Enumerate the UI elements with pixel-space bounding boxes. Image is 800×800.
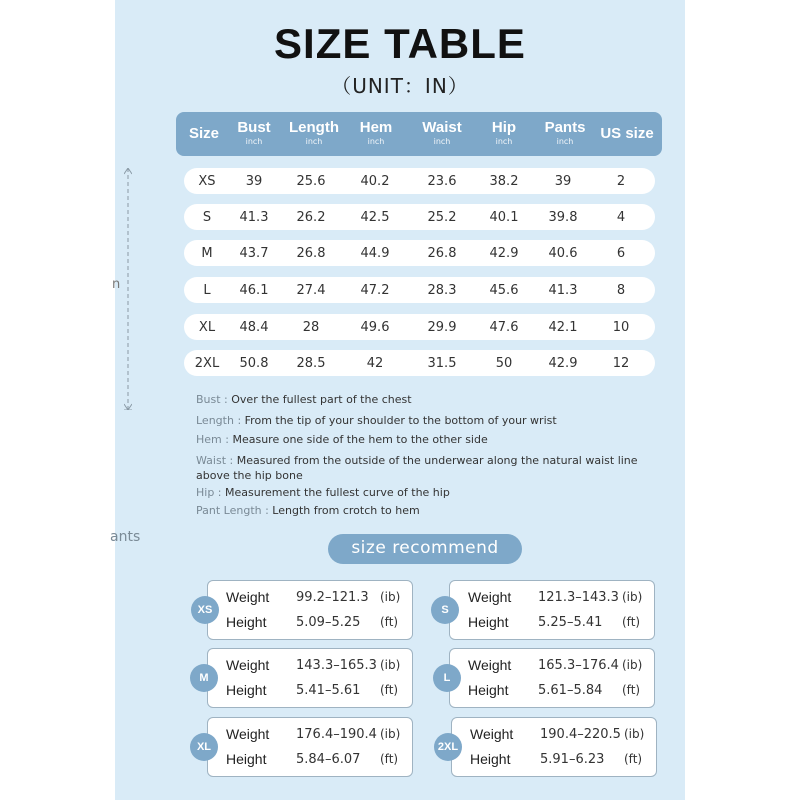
cell-hem: 49.6 [360, 320, 390, 335]
cell-hip: 42.9 [489, 246, 519, 261]
header-length: Length inch [289, 119, 339, 146]
cell-pants: 40.6 [548, 246, 578, 261]
definition-hip: Hip : Measurement the fullest curve of the hip [196, 486, 450, 499]
cell-hip: 50 [495, 356, 513, 371]
cell-size: XL [198, 320, 216, 335]
cell-hem: 42 [366, 356, 384, 371]
cell-length: 28 [302, 320, 320, 335]
table-row [184, 314, 655, 340]
cell-size: M [201, 246, 213, 261]
recommend-card-xs: Weight 99.2–121.3 (ib) Height 5.09–5.25 (ft) [207, 580, 413, 640]
table-header [176, 112, 662, 156]
cell-size: XS [198, 174, 216, 189]
size-badge-m: M [190, 664, 218, 692]
cell-hip: 40.1 [489, 210, 519, 225]
recommend-card-xl: Weight 176.4–190.4 (ib) Height 5.84–6.07 (ft) [207, 717, 413, 777]
table-row [184, 277, 655, 303]
length-arrow-icon [124, 168, 132, 410]
cell-hip: 38.2 [489, 174, 519, 189]
header-hem: Hem inch [359, 119, 393, 146]
unit-subtitle: （UNIT：IN） [331, 74, 469, 98]
cell-length: 26.8 [296, 246, 326, 261]
cell-length: 28.5 [296, 356, 326, 371]
cell-bust: 48.4 [239, 320, 269, 335]
size-badge-s: S [431, 596, 459, 624]
cell-hem: 47.2 [360, 283, 390, 298]
header-bust: Bust inch [237, 119, 271, 146]
cell-length: 25.6 [296, 174, 326, 189]
size-badge-xs: XS [191, 596, 219, 624]
cell-hem: 42.5 [360, 210, 390, 225]
header-hip: Hip inch [491, 119, 517, 146]
page-title: SIZE TABLE [274, 20, 526, 67]
cell-waist: 23.6 [427, 174, 457, 189]
cell-pants: 42.1 [548, 320, 578, 335]
cell-size: S [202, 210, 212, 225]
table-row [184, 350, 655, 376]
cell-waist: 28.3 [427, 283, 457, 298]
partial-pants-label: ants [110, 529, 141, 545]
size-badge-2xl: 2XL [434, 733, 462, 761]
cell-length: 27.4 [296, 283, 326, 298]
cell-bust: 46.1 [239, 283, 269, 298]
cell-us-size: 12 [612, 356, 630, 371]
cell-hip: 45.6 [489, 283, 519, 298]
definition-pant-length: Pant Length : Length from crotch to hem [196, 504, 420, 517]
definition-hem: Hem : Measure one side of the hem to the other side [196, 433, 488, 446]
definition-waist: Waist : Measured from the outside of the underwear along the natural waist line above the hip bone [196, 454, 638, 482]
cell-waist: 29.9 [427, 320, 457, 335]
table-row [184, 168, 655, 194]
cell-waist: 25.2 [427, 210, 457, 225]
cell-pants: 39.8 [548, 210, 578, 225]
cell-bust: 50.8 [239, 356, 269, 371]
size-badge-xl: XL [190, 733, 218, 761]
cell-size: 2XL [194, 356, 220, 371]
cell-us-size: 8 [616, 283, 626, 298]
table-row [184, 240, 655, 266]
table-row [184, 204, 655, 230]
cell-waist: 26.8 [427, 246, 457, 261]
cell-us-size: 4 [616, 210, 626, 225]
recommend-card-l: Weight 165.3–176.4 (ib) Height 5.61–5.84 (ft) [449, 648, 655, 708]
cell-size: L [203, 283, 211, 298]
cell-hem: 40.2 [360, 174, 390, 189]
cell-hem: 44.9 [360, 246, 390, 261]
cell-bust: 39 [245, 174, 263, 189]
cell-bust: 41.3 [239, 210, 269, 225]
header-waist: Waist inch [422, 119, 462, 146]
header-size: Size [188, 125, 219, 142]
cell-length: 26.2 [296, 210, 326, 225]
size-recommend-title: size recommend [328, 534, 522, 564]
recommend-card-2xl: Weight 190.4–220.5 (ib) Height 5.91–6.23 (ft) [451, 717, 657, 777]
partial-length-label: n [112, 277, 121, 292]
cell-us-size: 2 [616, 174, 626, 189]
recommend-card-s: Weight 121.3–143.3 (ib) Height 5.25–5.41 (ft) [449, 580, 655, 640]
cell-pants: 42.9 [548, 356, 578, 371]
cell-bust: 43.7 [239, 246, 269, 261]
cell-waist: 31.5 [427, 356, 457, 371]
cell-pants: 41.3 [548, 283, 578, 298]
cell-hip: 47.6 [489, 320, 519, 335]
cell-us-size: 6 [616, 246, 626, 261]
definition-length: Length : From the tip of your shoulder to the bottom of your wrist [196, 414, 557, 427]
cell-us-size: 10 [612, 320, 630, 335]
recommend-card-m: Weight 143.3–165.3 (ib) Height 5.41–5.61 (ft) [207, 648, 413, 708]
header-pants: Pants inch [544, 119, 586, 146]
cell-pants: 39 [554, 174, 572, 189]
header-us-size: US size [600, 125, 654, 142]
definition-bust: Bust : Over the fullest part of the chest [196, 393, 412, 406]
size-badge-l: L [433, 664, 461, 692]
